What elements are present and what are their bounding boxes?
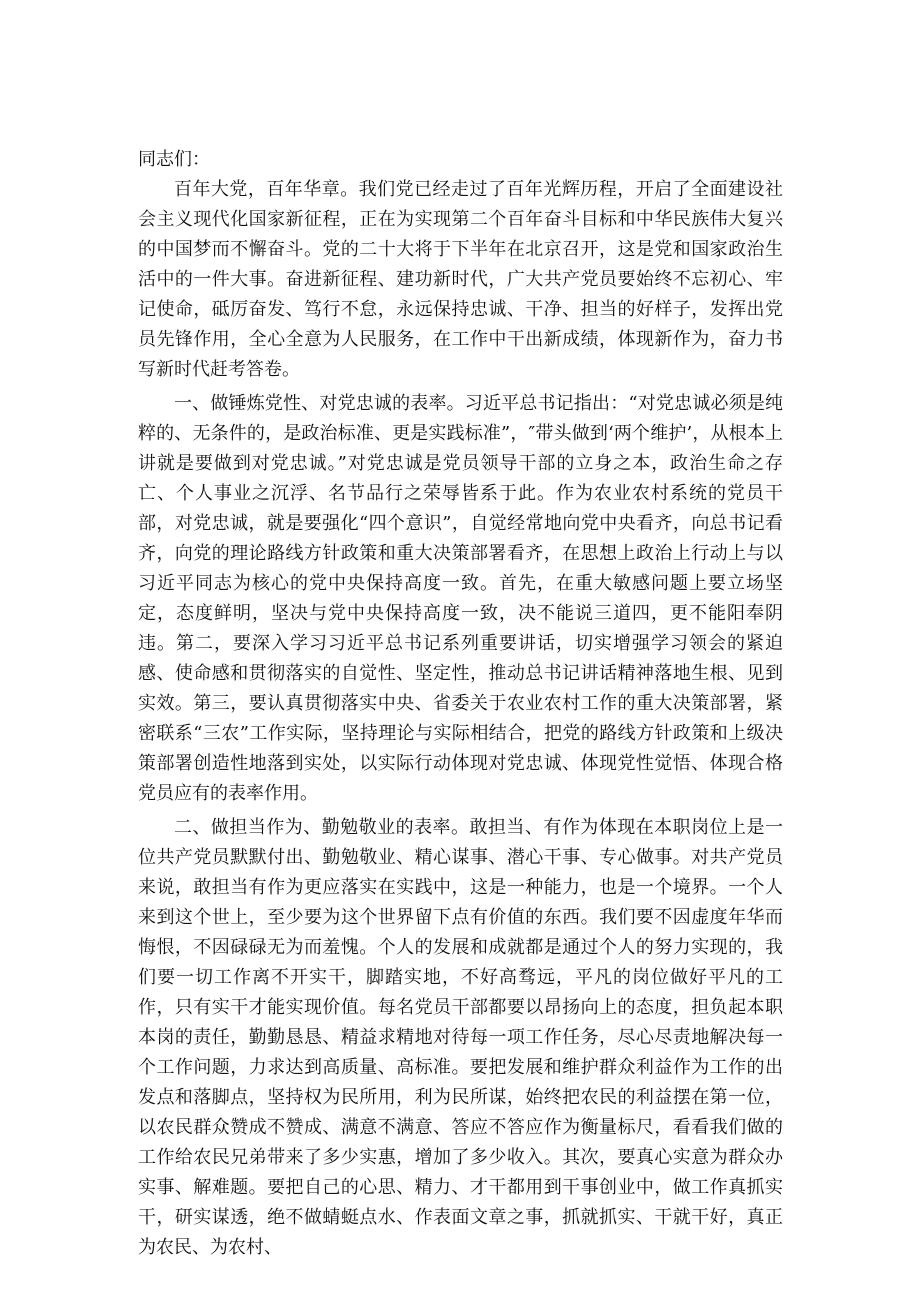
intro-paragraph: 百年大党，百年华章。我们党已经走过了百年光辉历程，开启了全面建设社会主义现代化国家新征程，正在为实现第二个百年奋斗目标和中华民族伟大复兴的中国梦而不懈奋斗。党的二十大将于下半年在北京召开，这是党和国家政治生活中的一件大事。奋进新征程、建功新时代，广大共产党员要始终不忘初心、牢记使命，砥厉奋发、笃行不怠，永远保持忠诚、干净、担当的好样子，发挥出党员先锋作用，全心全意为人民服务，在工作中干出新成绩，体现新作为，奋力书写新时代赶考答卷。 <box>138 179 783 380</box>
section-two-paragraph: 二、做担当作为、勤勉敬业的表率。敢担当、有作为体现在本职岗位上是一位共产党员默默付出、勤勉敬业、精心谋事、潜心干事、专心做事。对共产党员来说，敢担当有作为更应落实在实践中，这是一种能力，也是一个境界。一个人来到这个世上，至少要为这个世界留下点有价值的东西。我们要不因虚度年华而悔恨，不因碌碌无为而羞愧。个人的发展和成就都是通过个人的努力实现的，我们要一切工作离不开实干，脚踏实地，不好高骛远，平凡的岗位做好平凡的工作，只有实干才能实现价值。每名党员干部都要以昂扬向上的态度，担负起本职本岗的责任，勤勤恳恳、精益求精地对待每一项工作任务，尽心尽责地解决每一个工作问题，力求达到高质量、高标准。要把发展和维护群众利益作为工作的出发点和落脚点，坚持权为民所用，利为民所谋，始终把农民的利益摆在第一位，以农民群众赞成不赞成、满意不满意、答应不答应作为衡量标尺，看看我们做的工作给农民兄弟带来了多少实惠，增加了多少收入。其次，要真心实意为群众办实事、解难题。要把自己的心思、精力、才干都用到干事创业中，做工作真抓实干，研实谋透，绝不做蜻蜓点水、作表面文章之事，抓就抓实、干就干好，真正为农民、为农村、 <box>138 817 783 1258</box>
salutation: 同志们： <box>138 149 210 170</box>
section-one-paragraph: 一、做锤炼党性、对党忠诚的表率。习近平总书记指出：“对党忠诚必须是纯粹的、无条件的，是政治标准、更是实践标准”，″带头做到‘两个维护’，从根本上讲就是要做到对党忠诚。”对党忠诚是党员领导干部的立身之本，政治生命之存亡、个人事业之沉浮、名节品行之荣辱皆系于此。作为农业农村系统的党员干部，对党忠诚，就是要强化“四个意识”，自觉经常地向党中央看齐，向总书记看齐，向党的理论路线方针政策和重大决策部署看齐，在思想上政治上行动上与以习近平同志为核心的党中央保持高度一致。首先，在重大敏感问题上要立场坚定，态度鲜明，坚决与党中央保持高度一致，决不能说三道四，更不能阳奉阴违。第二，要深入学习习近平总书记系列重要讲话，切实增强学习领会的紧迫感、使命感和贯彻落实的自觉性、坚定性，推动总书记讲话精神落地生根、见到实效。第三，要认真贯彻落实中央、省委关于农业农村工作的重大决策部署，紧密联系“三农”工作实际，坚持理论与实际相结合，把党的路线方针政策和上级决策部署创造性地落到实处，以实际行动体现对党忠诚、体现党性觉悟、体现合格党员应有的表率作用。 <box>138 393 783 804</box>
document-body <box>138 145 783 1263</box>
